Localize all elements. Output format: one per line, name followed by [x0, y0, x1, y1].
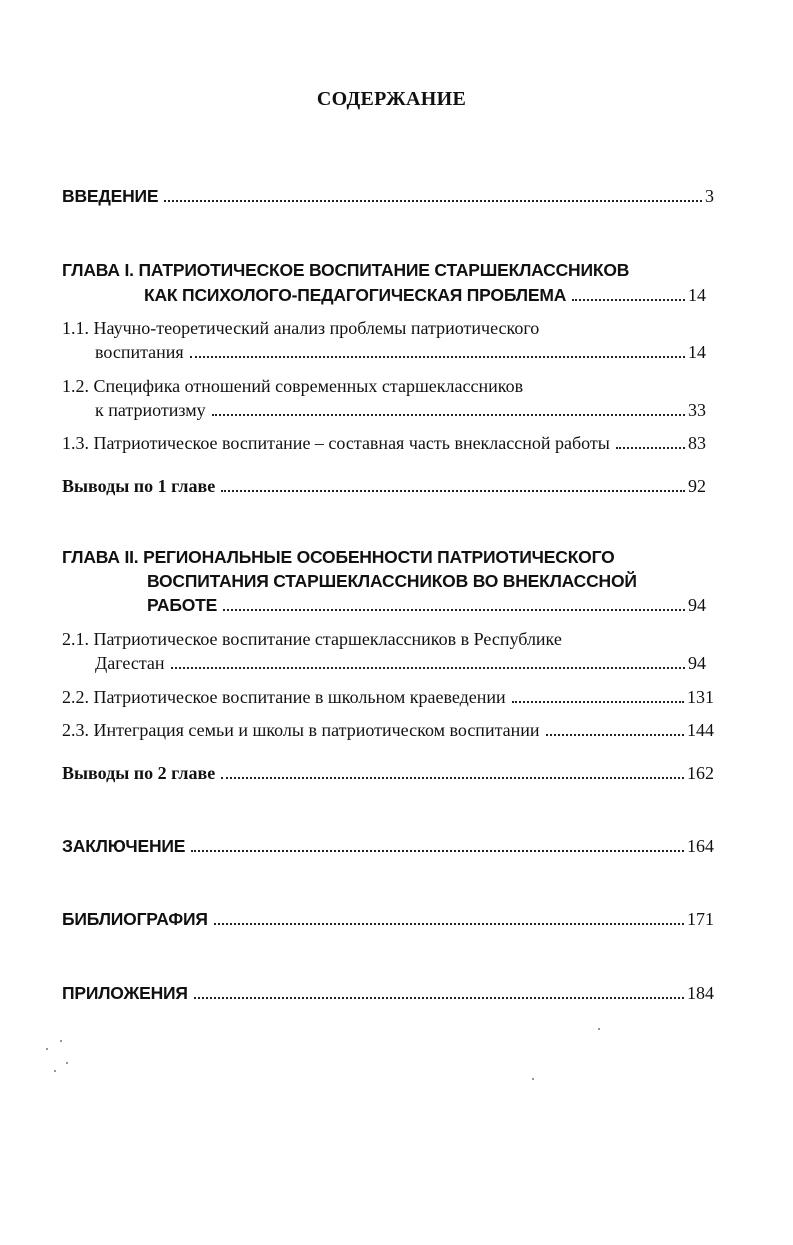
toc-entry-section-1-3[interactable] — [62, 433, 706, 454]
toc-page-number: 94 — [688, 595, 706, 615]
dot-leader — [164, 199, 702, 202]
toc-page-number: 33 — [688, 400, 706, 420]
dot-leader — [572, 298, 685, 301]
dot-leader — [221, 489, 685, 492]
toc-entry-chapter2[interactable] — [147, 595, 706, 616]
toc-page-number: 171 — [687, 909, 714, 929]
toc-entry-conclusion[interactable] — [62, 836, 714, 857]
toc-entry-bibliography[interactable] — [62, 909, 714, 930]
toc-page-number: 162 — [687, 763, 714, 783]
toc-entry-chapter1[interactable] — [144, 285, 706, 306]
dot-leader — [214, 922, 684, 925]
dot-leader — [194, 996, 684, 999]
scan-speck — [66, 1062, 68, 1064]
chapter2-heading-line2: ВОСПИТАНИЯ СТАРШЕКЛАССНИКОВ ВО ВНЕКЛАССНОЙ — [147, 571, 637, 591]
toc-entry-chapter2-conclusions[interactable] — [62, 763, 714, 784]
chapter2-heading-line1: ГЛАВА II. РЕГИОНАЛЬНЫЕ ОСОБЕННОСТИ ПАТРИОТИЧЕСКОГО — [62, 547, 615, 567]
toc-label: 2.2. Патриотическое воспитание в школьном краеведении — [62, 687, 506, 707]
toc-page-number: 144 — [687, 720, 714, 740]
dot-leader — [546, 733, 684, 736]
toc-label: к патриотизму — [95, 400, 206, 420]
toc-page-number: 92 — [688, 476, 706, 496]
toc-entry-section-2-3[interactable] — [62, 720, 714, 741]
toc-entry-section-2-1[interactable] — [95, 653, 706, 674]
scan-speck — [598, 1028, 600, 1030]
toc-label: Выводы по 2 главе — [62, 763, 216, 783]
toc-label: КАК ПСИХОЛОГО-ПЕДАГОГИЧЕСКАЯ ПРОБЛЕМА — [144, 285, 567, 305]
toc-label: ВВЕДЕНИЕ — [62, 186, 159, 206]
toc-page-number: 83 — [688, 433, 706, 453]
toc-label: 1.3. Патриотическое воспитание – составная часть внеклассной работы — [62, 433, 610, 453]
toc-label: воспитания — [95, 342, 184, 362]
chapter1-heading-line1: ГЛАВА I. ПАТРИОТИЧЕСКОЕ ВОСПИТАНИЕ СТАРШЕКЛАССНИКОВ — [62, 260, 630, 280]
dot-leader — [221, 776, 684, 779]
dot-leader — [512, 700, 684, 703]
dot-leader — [616, 446, 685, 449]
page-title: СОДЕРЖАНИЕ — [316, 88, 467, 110]
toc-label: БИБЛИОГРАФИЯ — [62, 909, 208, 929]
toc-page-number: 164 — [687, 836, 714, 856]
scan-speck — [54, 1070, 56, 1072]
toc-entry-appendices[interactable] — [62, 983, 714, 1004]
dot-leader — [191, 849, 684, 852]
scan-speck — [532, 1078, 534, 1080]
toc-label: Выводы по 1 главе — [62, 476, 216, 496]
scan-speck — [60, 1040, 62, 1042]
toc-label: ПРИЛОЖЕНИЯ — [62, 983, 188, 1003]
toc-label: ЗАКЛЮЧЕНИЕ — [62, 836, 186, 856]
dot-leader — [212, 413, 685, 416]
toc-page-number: 3 — [705, 186, 714, 206]
toc-page-number: 184 — [687, 983, 714, 1003]
toc-entry-section-2-2[interactable] — [62, 687, 714, 708]
scan-speck — [46, 1048, 48, 1050]
toc-entry-section-1-2[interactable] — [95, 400, 706, 421]
toc-label: 2.3. Интеграция семьи и школы в патриотическом воспитании — [62, 720, 540, 740]
toc-entry-section-1-1[interactable] — [95, 342, 706, 363]
toc-label: РАБОТЕ — [147, 595, 218, 615]
toc-page-number: 14 — [688, 285, 706, 305]
dot-leader — [190, 355, 685, 358]
toc-entry-chapter1-conclusions[interactable] — [62, 476, 706, 497]
section-1-1-line1: 1.1. Научно-теоретический анализ проблемы патриотического — [62, 318, 540, 338]
toc-page-number: 94 — [688, 653, 706, 673]
dot-leader — [223, 608, 685, 611]
toc-page-number: 14 — [688, 342, 706, 362]
toc-label: Дагестан — [95, 653, 165, 673]
section-1-2-line1: 1.2. Специфика отношений современных старшеклассников — [62, 376, 524, 396]
dot-leader — [171, 666, 685, 669]
toc-entry-introduction[interactable] — [62, 186, 714, 207]
toc-page-number: 131 — [687, 687, 714, 707]
section-2-1-line1: 2.1. Патриотическое воспитание старшеклассников в Республике — [62, 629, 562, 649]
